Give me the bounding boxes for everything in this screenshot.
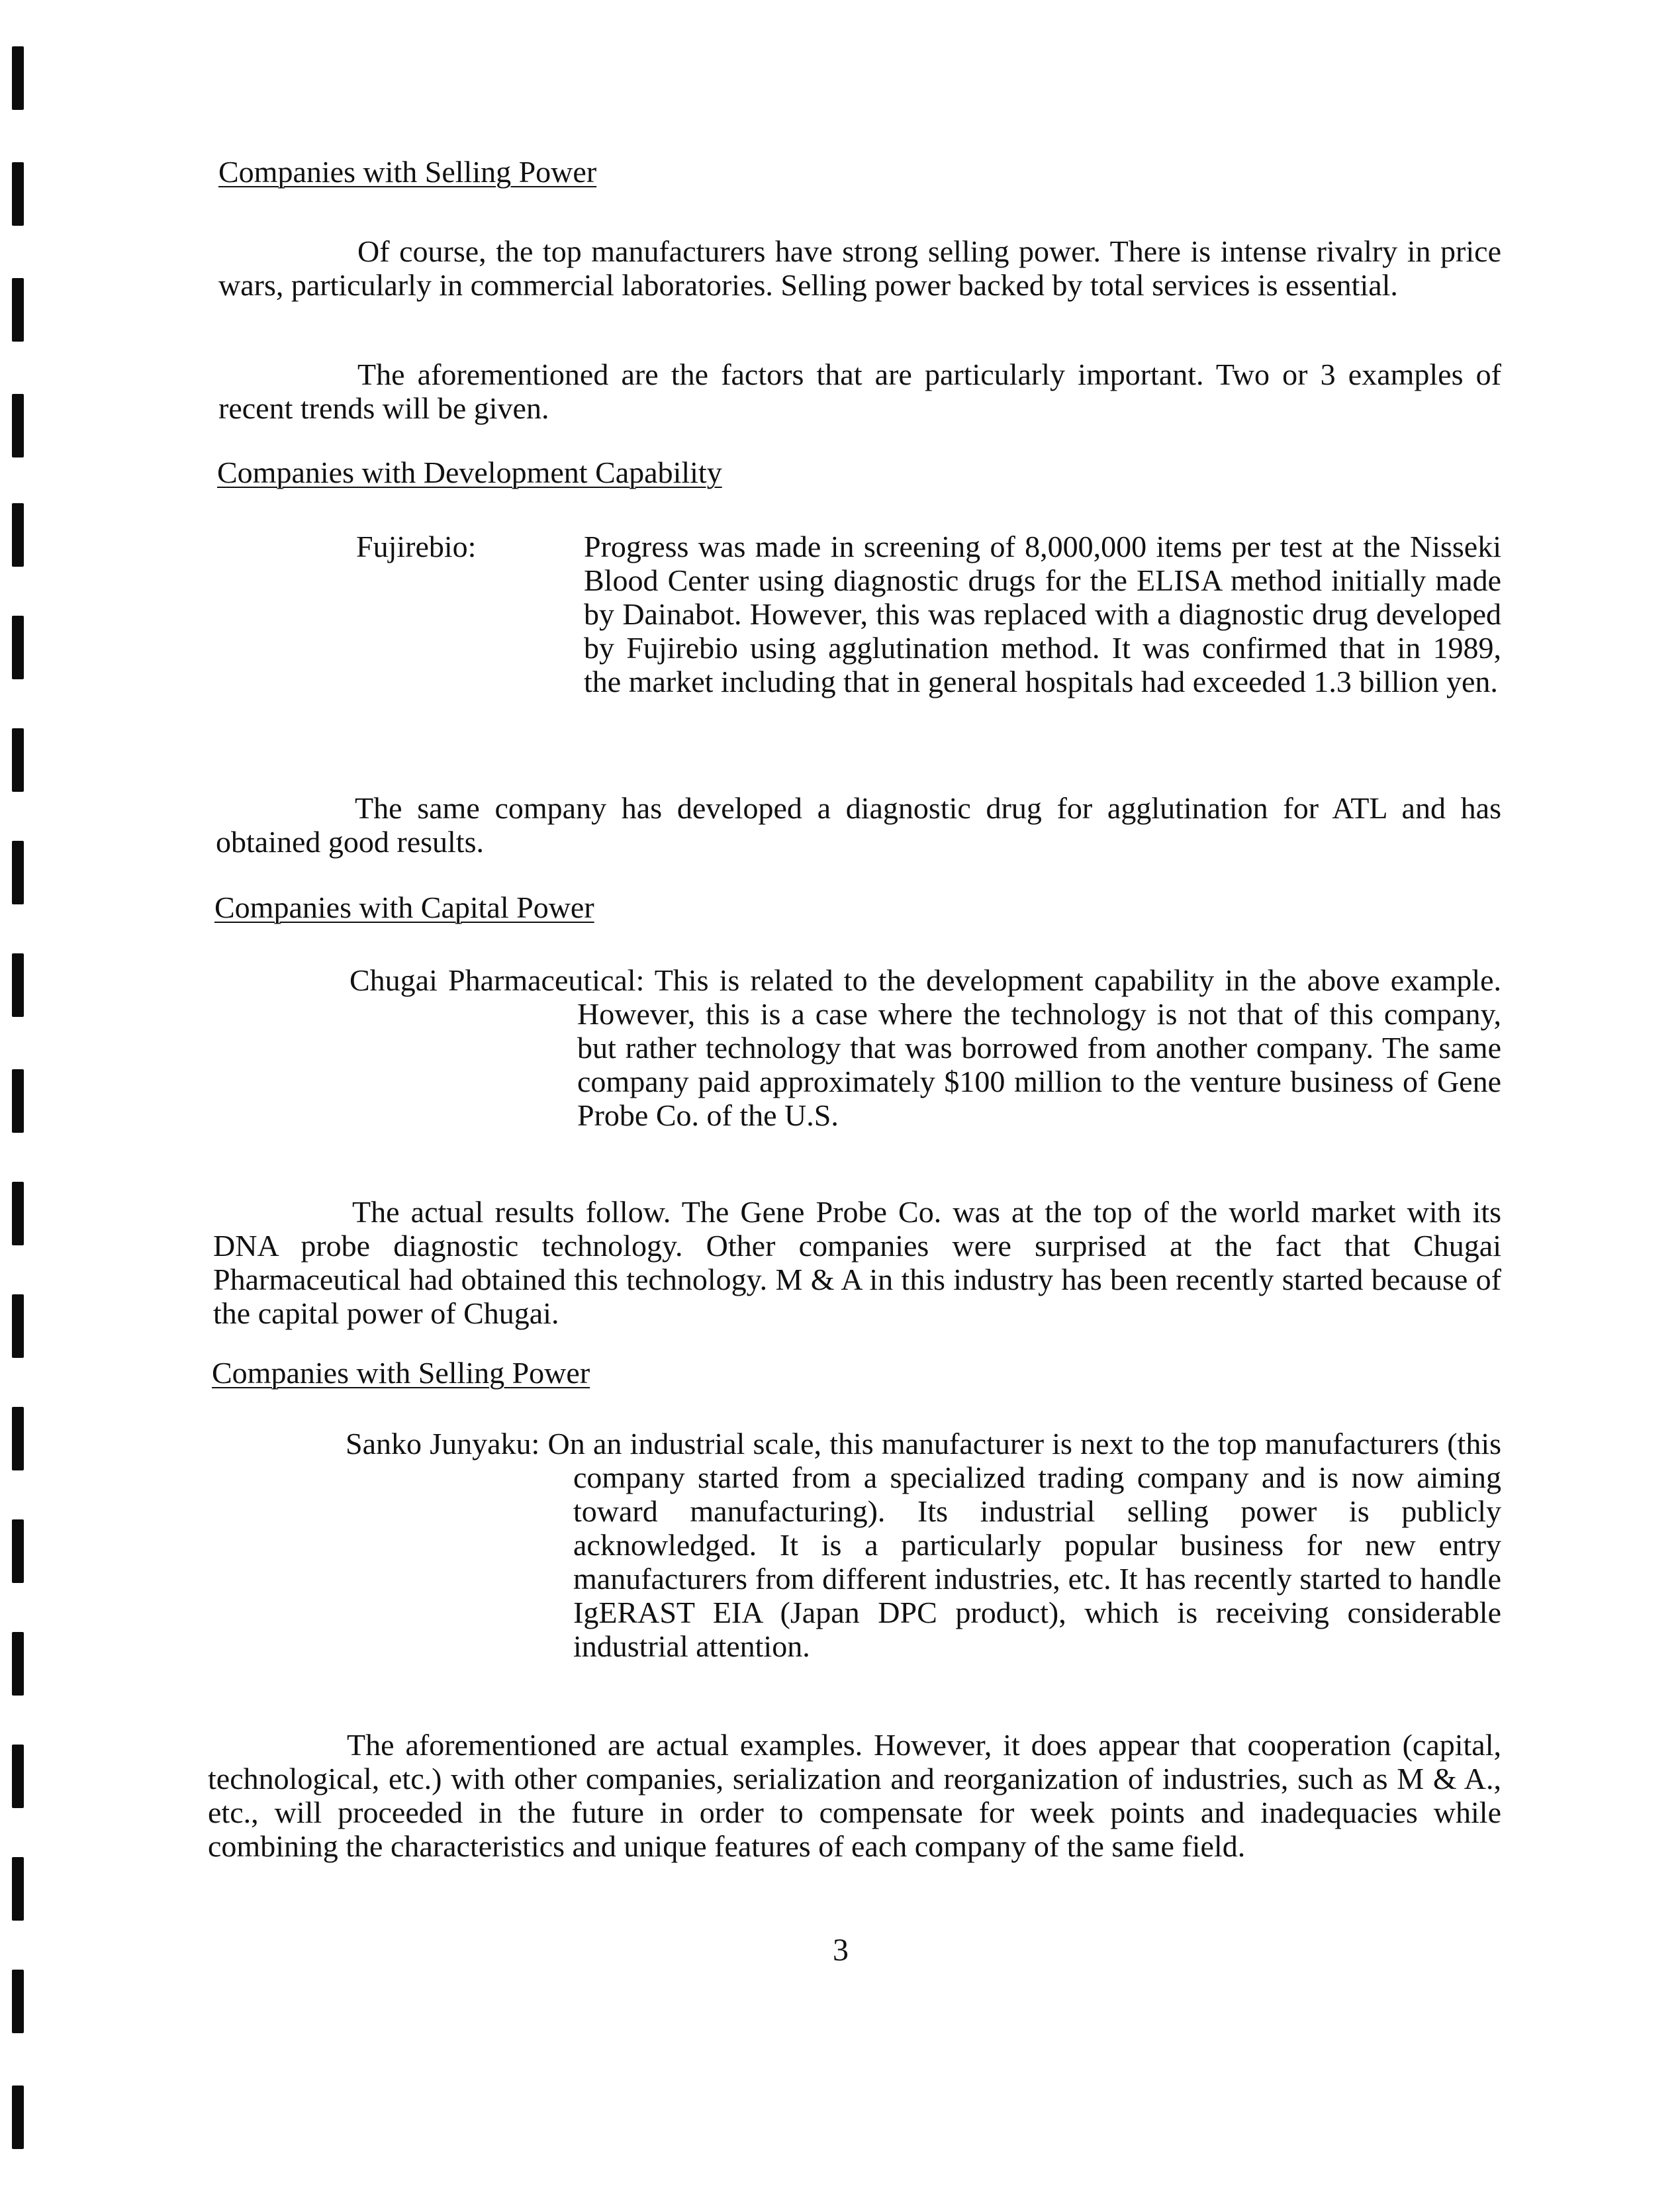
paragraph: The aforementioned are the factors that are particularly important. Two or 3 examples of recent trends will be given.: [218, 358, 1501, 425]
company-label: Chugai Pharmaceutical:: [350, 963, 645, 997]
paragraph: The same company has developed a diagnostic drug for agglutination for ATL and has obtained good results.: [216, 791, 1501, 859]
company-label: Fujirebio:: [356, 530, 477, 563]
section-heading-selling-power-2: Companies with Selling Power: [212, 1356, 590, 1390]
company-entry-fujirebio: [356, 530, 1501, 768]
company-entry-sanko: [346, 1427, 1501, 1705]
paragraph: The actual results follow. The Gene Probe Co. was at the top of the world market with its DNA probe diagnostic technology. Other companies were surprised at the fact that Chugai Pharmaceutical had obtained this technology. M & A in this industry has been recently started because of the capital power of Chugai.: [213, 1195, 1501, 1330]
company-description: [350, 963, 1501, 1132]
paragraph: The aforementioned are actual examples. However, it does appear that cooperation (capital, technological, etc.) with other companies, serialization and reorganization of industries, such as M & A., etc., will proceeded in the future in order to compensate for week points and inadequacies while combining the characteristics and unique features of each company of the same field.: [208, 1728, 1501, 1863]
section-heading-selling-power: Companies with Selling Power: [218, 155, 597, 189]
company-entry-chugai: [350, 963, 1501, 1182]
company-label: Sanko Junyaku:: [346, 1427, 540, 1461]
section-heading-capital-power: Companies with Capital Power: [214, 890, 594, 924]
paragraph: Of course, the top manufacturers have strong selling power. There is intense rivalry in price wars, particularly in commercial laboratories. Selling power backed by total services is essential.: [218, 234, 1501, 302]
section-heading-development-capability: Companies with Development Capability: [217, 455, 722, 489]
company-text: This is related to the development capability in the above example. However, this is a case where the technology is not that of this company, but rather technology that was borrowed from another company. The same company paid approximately $100 million to the venture business of Gene Probe Co. of the U.S.: [577, 963, 1502, 1132]
company-description: [346, 1427, 1501, 1663]
page-number: 3: [833, 1933, 849, 1968]
company-text: On an industrial scale, this manufacturer is next to the top manufacturers (this company started from a specialized trading company and is now aiming toward manufacturing). Its industrial selling power is publicly acknowledged. It is a particularly popular business for new entry manufacturers from different industries, etc. It has recently started to handle IgERAST EIA (Japan DPC product), which is receiving considerable industrial attention.: [547, 1427, 1501, 1663]
company-description: Progress was made in screening of 8,000,000 items per test at the Nisseki Blood Center using diagnostic drugs for the ELISA method initially made by Dainabot. However, this was replaced with a diagnostic drug developed by Fujirebio using agglutination method. It was confirmed that in 1989, the market including that in general hospitals had exceeded 1.3 billion yen.: [584, 530, 1501, 698]
